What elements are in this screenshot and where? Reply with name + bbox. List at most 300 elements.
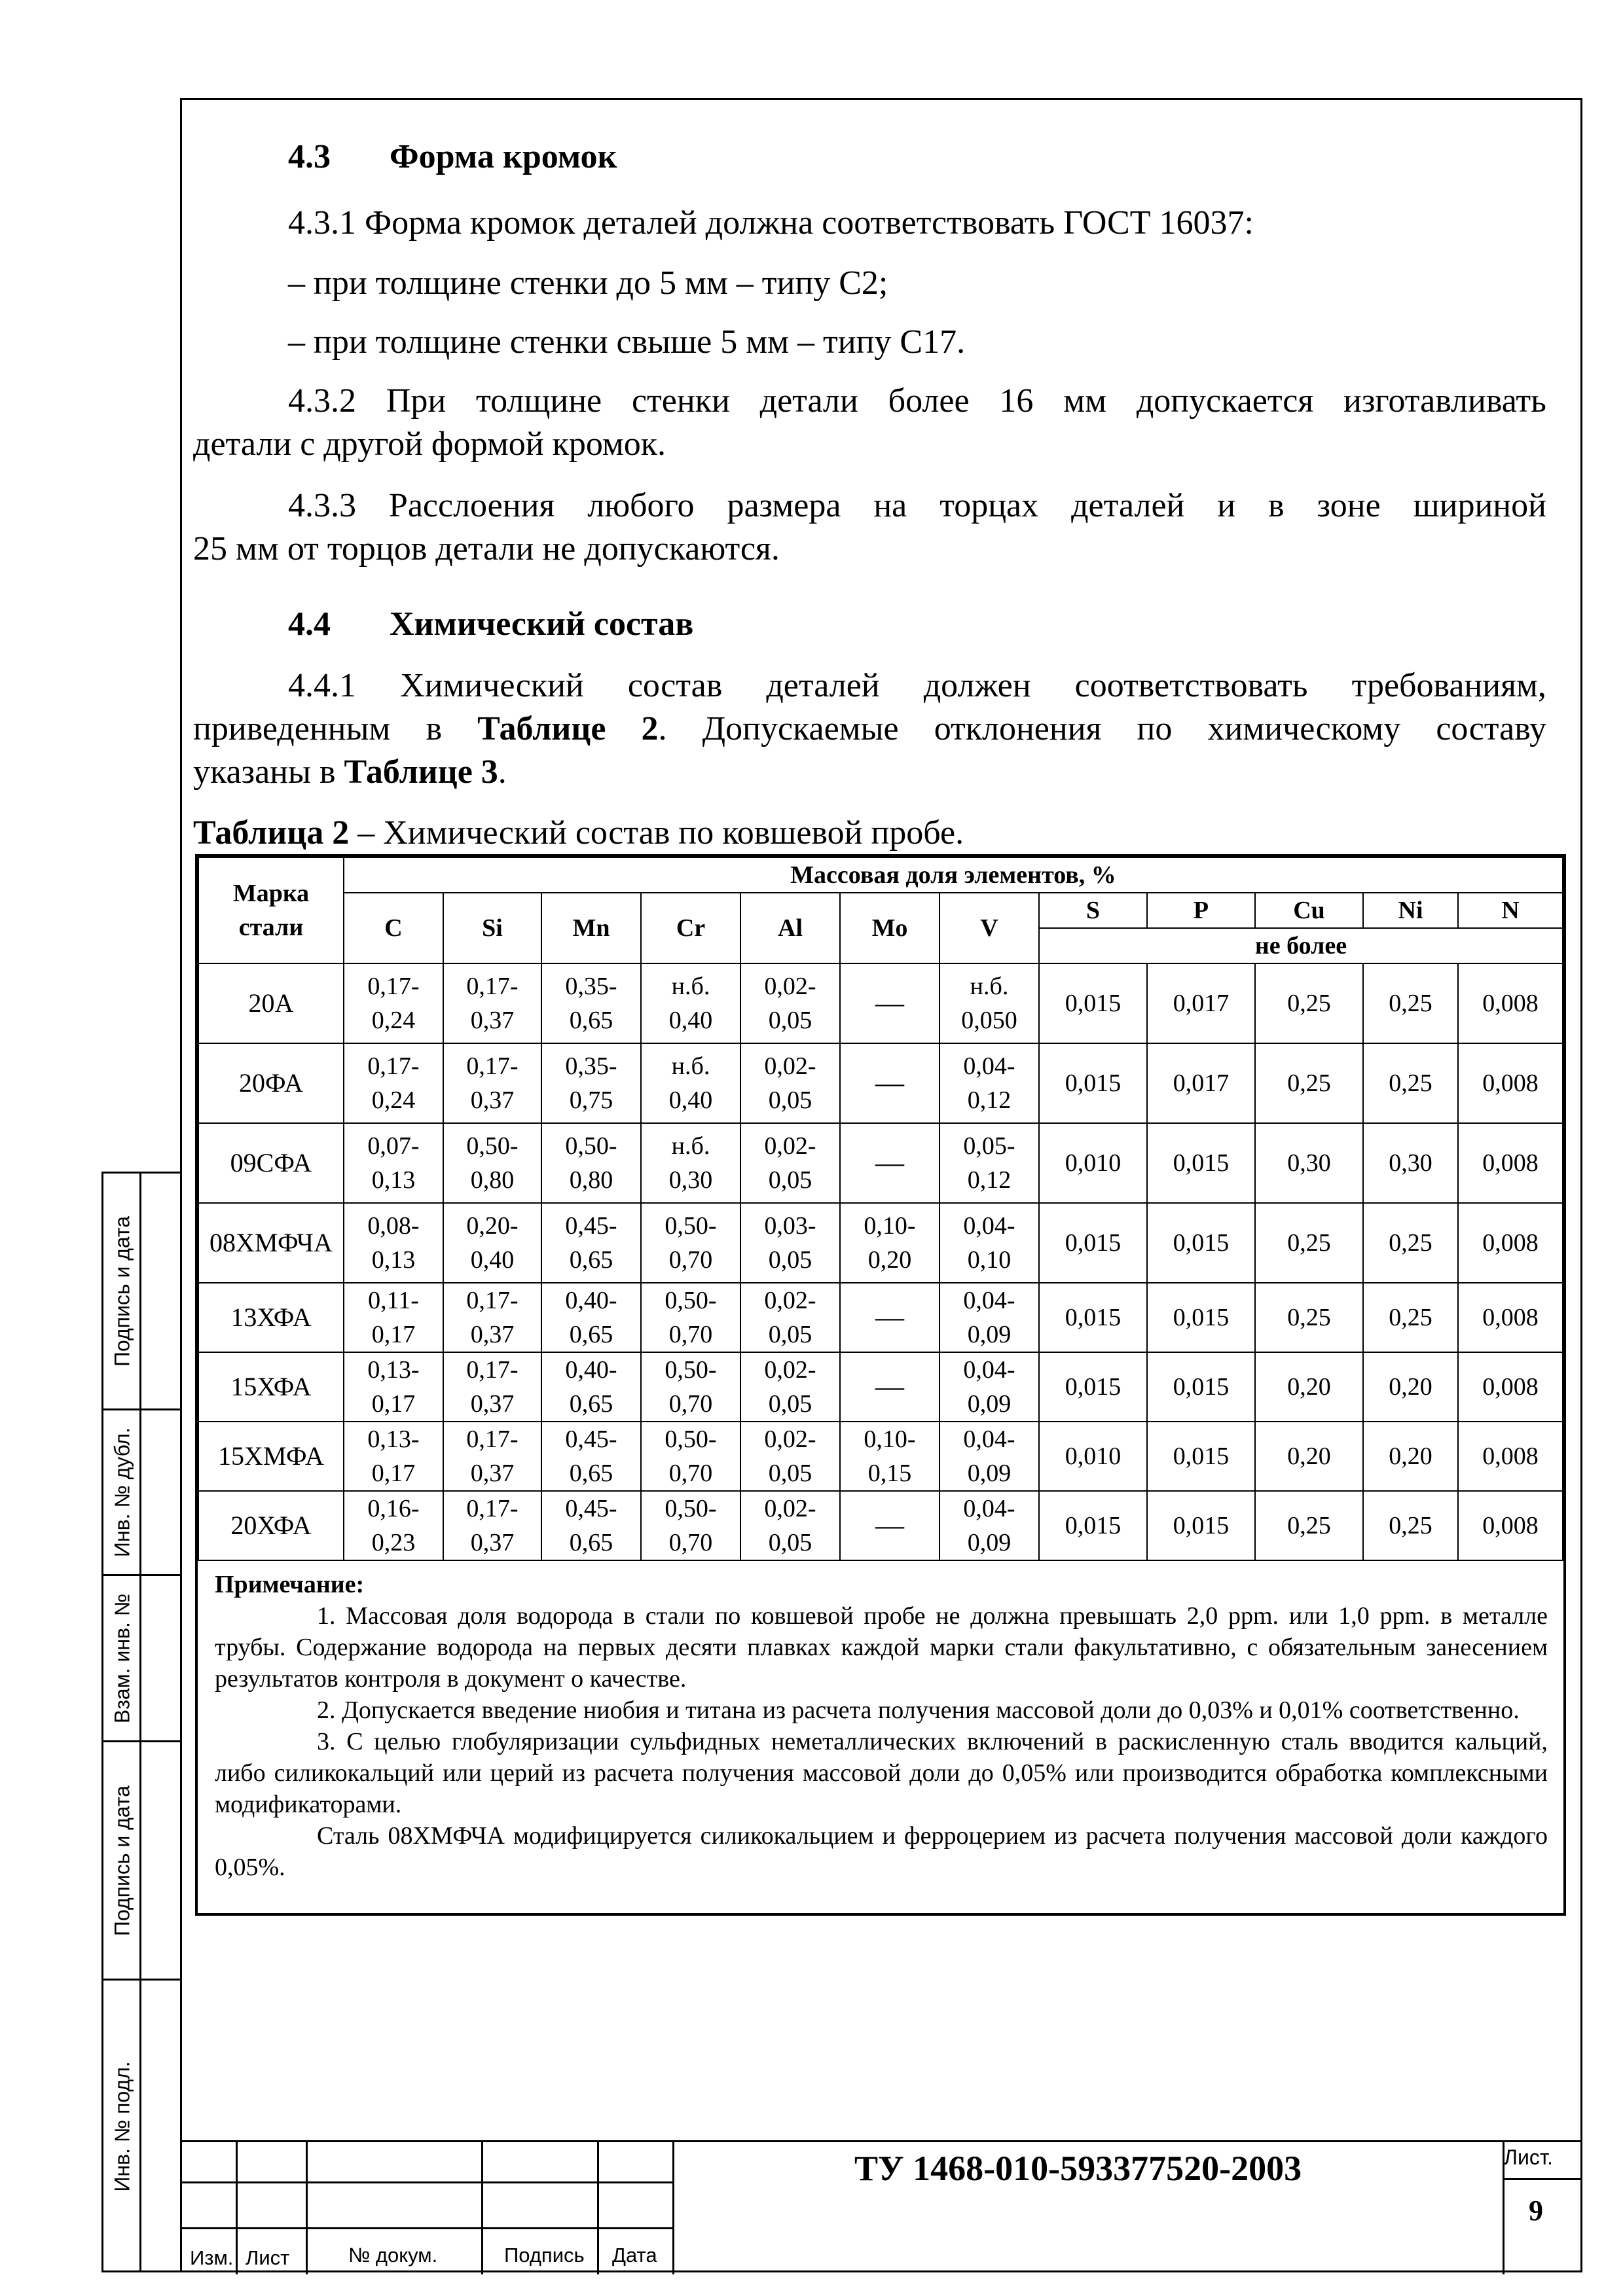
- cell-cu: 0,30: [1255, 1123, 1363, 1203]
- cell-c: [344, 1283, 443, 1352]
- cell-n: 0,008: [1458, 1422, 1563, 1491]
- word: на: [873, 487, 907, 524]
- cell-value: 0,37: [470, 1086, 515, 1114]
- word: деталей: [766, 667, 880, 704]
- header-grade: [198, 857, 344, 963]
- header-grade-label: Марка стали: [232, 880, 310, 941]
- cell-cu: 0,20: [1255, 1352, 1363, 1422]
- cell-grade: 15ХМФА: [198, 1422, 344, 1491]
- cell-cr: [641, 1352, 740, 1422]
- cell-v: [939, 963, 1039, 1043]
- cell-s: 0,015: [1039, 1203, 1147, 1283]
- header-element-al: Al: [740, 893, 840, 963]
- cell-value: 0,70: [668, 1529, 713, 1556]
- cell-value: 0,17-: [466, 1287, 519, 1314]
- cell-mn: [541, 1422, 641, 1491]
- table-row: [198, 1203, 1563, 1283]
- binding-stamp: [101, 1172, 180, 2272]
- cell-cu: 0,25: [1255, 1203, 1363, 1283]
- sheet-label: Лист.: [1504, 2145, 1553, 2169]
- cell-n: 0,008: [1458, 1352, 1563, 1422]
- cell-c: [344, 1352, 443, 1422]
- cell-value: н.б.: [671, 1132, 710, 1160]
- cell-value: 0,23: [371, 1529, 416, 1556]
- word: и: [1217, 487, 1236, 524]
- cell-value: 0,13-: [367, 1356, 420, 1384]
- cell-value: 0,12: [967, 1086, 1012, 1114]
- stamp-label: Взам. инв. №: [110, 1593, 134, 1723]
- header-element-v: V: [939, 893, 1039, 963]
- cell-value: 0,50-: [665, 1495, 717, 1522]
- word: толщине: [476, 382, 602, 420]
- header-element-ni: Ni: [1363, 893, 1458, 928]
- cell-al: [740, 1352, 840, 1422]
- cell-v: [939, 1043, 1039, 1123]
- cell-cr: [641, 1123, 740, 1203]
- cell-value: 0,08-: [367, 1212, 420, 1240]
- cell-value: —: [875, 1067, 904, 1099]
- word: 4.3.2: [288, 382, 356, 420]
- cell-value: 0,04-: [963, 1426, 1015, 1453]
- cell-value: 0,02-: [764, 1356, 816, 1384]
- cell-si: [443, 1491, 541, 1560]
- cell-grade: 20ХФА: [198, 1491, 344, 1560]
- cell-value: 0,65: [569, 1246, 613, 1274]
- word: 4.3.3: [288, 487, 356, 524]
- word: соответствовать: [1074, 667, 1308, 704]
- cell-si: [443, 1043, 541, 1123]
- paragraph-4-3-2-line1: [288, 380, 1546, 423]
- cell-value: 0,40-: [565, 1356, 617, 1384]
- col-label-doc-number: № докум.: [348, 2244, 438, 2267]
- chemical-composition-table: [195, 854, 1566, 1916]
- cell-n: 0,008: [1458, 1283, 1563, 1352]
- col-label-signature: Подпись: [504, 2244, 585, 2267]
- note-3: 3. С целью глобуляризации сульфидных неметаллических включений в раскисленную сталь вводится кальций, либо силикокальций или церий из расчета получения массовой доли до 0,05% или производится обработка комплексными модификаторами.: [215, 1728, 1548, 1818]
- cell-v: [939, 1123, 1039, 1203]
- cell-p: 0,015: [1147, 1123, 1255, 1203]
- cell-value: 0,24: [371, 1007, 416, 1034]
- cell-ni: 0,25: [1363, 1043, 1458, 1123]
- cell-value: 0,35-: [565, 1052, 617, 1080]
- cell-ni: 0,25: [1363, 963, 1458, 1043]
- stamp-cell-replace-inv: [103, 1576, 180, 1742]
- cell-value: 0,20: [867, 1246, 912, 1274]
- cell-p: 0,015: [1147, 1422, 1255, 1491]
- cell-s: 0,015: [1039, 963, 1147, 1043]
- cell-value: 0,050: [961, 1007, 1017, 1034]
- word: 16: [999, 382, 1034, 420]
- section-title: Форма кромок: [390, 138, 617, 175]
- cell-al: [740, 1283, 840, 1352]
- cell-grade: 09СФА: [198, 1123, 344, 1203]
- cell-value: 0,13-: [367, 1426, 420, 1453]
- cell-s: 0,010: [1039, 1123, 1147, 1203]
- word: При: [386, 382, 447, 420]
- cell-value: 0,05: [768, 1321, 812, 1348]
- cell-value: 0,17-: [367, 973, 420, 1000]
- bullet-item: – при толщине стенки до 5 мм – типу С2;: [288, 264, 888, 302]
- cell-value: 0,70: [668, 1321, 713, 1348]
- cell-value: 0,37: [470, 1460, 515, 1487]
- word: должен: [923, 667, 1031, 704]
- header-element-cr: Cr: [641, 893, 740, 963]
- paragraph-4-3-3-line2: 25 мм от торцов детали не допускаются.: [193, 530, 780, 567]
- cell-value: 0,02-: [764, 973, 816, 1000]
- cell-value: н.б.: [970, 973, 1009, 1000]
- cell-mo: [840, 963, 939, 1043]
- word: более: [888, 382, 970, 420]
- cell-p: 0,015: [1147, 1491, 1255, 1560]
- cell-v: [939, 1491, 1039, 1560]
- cell-grade: 20А: [198, 963, 344, 1043]
- table-row: [198, 1123, 1563, 1203]
- word: состав: [627, 667, 723, 704]
- header-element-s: S: [1039, 893, 1147, 928]
- cell-value: 0,65: [569, 1390, 613, 1418]
- cell-value: 0,05: [768, 1007, 812, 1034]
- cell-cr: [641, 1422, 740, 1491]
- cell-value: 0,37: [470, 1529, 515, 1556]
- cell-cu: 0,25: [1255, 1491, 1363, 1560]
- cell-value: 0,17-: [466, 1495, 519, 1522]
- cell-value: 0,45-: [565, 1495, 617, 1522]
- cell-value: 0,04-: [963, 1212, 1015, 1240]
- notes-title: Примечание:: [215, 1571, 365, 1598]
- cell-value: 0,80: [569, 1166, 613, 1194]
- cell-value: 0,65: [569, 1460, 613, 1487]
- text: . Допускаемые отклонения по химическому составу: [658, 710, 1546, 747]
- cell-ni: 0,25: [1363, 1283, 1458, 1352]
- cell-mo: [840, 1203, 939, 1283]
- cell-mn: [541, 1352, 641, 1422]
- section-heading-4-3: [288, 137, 617, 176]
- word: Химический: [400, 667, 584, 704]
- cell-value: 0,04-: [963, 1052, 1015, 1080]
- cell-value: 0,40-: [565, 1287, 617, 1314]
- cell-cu: 0,20: [1255, 1422, 1363, 1491]
- cell-value: 0,09: [967, 1390, 1012, 1418]
- cell-value: 0,17: [371, 1460, 416, 1487]
- note-2: 2. Допускается введение ниобия и титана из расчета получения массовой доли до 0,03% и 0,01% соответственно.: [317, 1696, 1520, 1724]
- cell-mn: [541, 1123, 641, 1203]
- cell-al: [740, 1422, 840, 1491]
- sheet-number: 9: [1529, 2195, 1543, 2227]
- paragraph-4-3-1: 4.3.1 Форма кромок деталей должна соответствовать ГОСТ 16037:: [288, 204, 1254, 242]
- cell-al: [740, 1043, 840, 1123]
- cell-s: 0,015: [1039, 1043, 1147, 1123]
- cell-value: 0,70: [668, 1246, 713, 1274]
- table-ref: Таблице 2: [477, 710, 659, 747]
- cell-s: 0,015: [1039, 1352, 1147, 1422]
- cell-si: [443, 963, 541, 1043]
- cell-value: 0,04-: [963, 1495, 1015, 1522]
- cell-mo: [840, 1491, 939, 1560]
- section-number: 4.3: [288, 138, 331, 175]
- cell-value: 0,50-: [665, 1356, 717, 1384]
- cell-value: 0,05-: [963, 1132, 1015, 1160]
- cell-value: 0,50-: [665, 1287, 717, 1314]
- note-4: Сталь 08ХМФЧА модифицируется силикокальцием и ферроцерием из расчета получения массовой доли каждого 0,05%.: [215, 1822, 1548, 1881]
- cell-cu: 0,25: [1255, 963, 1363, 1043]
- cell-si: [443, 1123, 541, 1203]
- cell-ni: 0,20: [1363, 1352, 1458, 1422]
- word: 4.4.1: [288, 667, 356, 704]
- cell-value: 0,17-: [367, 1052, 420, 1080]
- header-element-n: N: [1458, 893, 1563, 928]
- word: мм: [1063, 382, 1107, 420]
- stamp-label: Инв. № дубл.: [110, 1427, 134, 1558]
- cell-value: 0,65: [569, 1529, 613, 1556]
- word: размера: [727, 487, 841, 524]
- word: шириной: [1413, 487, 1546, 524]
- header-element-mn: Mn: [541, 893, 641, 963]
- paragraph-4-3-3-line1: [288, 484, 1546, 528]
- document-code: ТУ 1468-010-593377520-2003: [854, 2149, 1302, 2188]
- cell-s: 0,015: [1039, 1491, 1147, 1560]
- header-element-c: C: [344, 893, 443, 963]
- cell-value: 0,17: [371, 1390, 416, 1418]
- cell-value: 0,40: [668, 1086, 713, 1114]
- stamp-cell-signature-date-2: [103, 1742, 180, 1981]
- cell-s: 0,010: [1039, 1422, 1147, 1491]
- cell-cr: [641, 1283, 740, 1352]
- cell-value: 0,10-: [864, 1212, 916, 1240]
- cell-value: 0,70: [668, 1390, 713, 1418]
- text: приведенным в: [193, 710, 443, 747]
- cell-value: 0,10-: [864, 1426, 916, 1453]
- word: зоне: [1317, 487, 1381, 524]
- cell-v: [939, 1203, 1039, 1283]
- cell-c: [344, 1203, 443, 1283]
- cell-cu: 0,25: [1255, 1043, 1363, 1123]
- cell-grade: 13ХФА: [198, 1283, 344, 1352]
- table-row: [198, 1043, 1563, 1123]
- cell-value: 0,15: [867, 1460, 912, 1487]
- word: стенки: [631, 382, 730, 420]
- stamp-label: Подпись и дата: [110, 1215, 134, 1367]
- cell-value: 0,70: [668, 1460, 713, 1487]
- cell-v: [939, 1352, 1039, 1422]
- cell-al: [740, 1123, 840, 1203]
- cell-value: 0,17: [371, 1321, 416, 1348]
- note-1: 1. Массовая доля водорода в стали по ковшевой пробе не должна превышать 2,0 ppm. или 1,0 ppm. в металле трубы. Содержание водорода на первых десяти плавках каждой марки стали факультативно, с обязательным занесением результатов контроля в документ о качестве.: [215, 1602, 1548, 1693]
- header-element-si: Si: [443, 893, 541, 963]
- cell-value: 0,50-: [665, 1426, 717, 1453]
- cell-cr: [641, 963, 740, 1043]
- word: любого: [587, 487, 695, 524]
- header-element-mo: Mo: [840, 893, 939, 963]
- table-row: [198, 1491, 1563, 1560]
- cell-value: 0,05: [768, 1086, 812, 1114]
- cell-mo: [840, 1352, 939, 1422]
- cell-grade: 08ХМФЧА: [198, 1203, 344, 1283]
- cell-value: 0,11-: [368, 1287, 419, 1314]
- cell-value: 0,02-: [764, 1052, 816, 1080]
- cell-al: [740, 1491, 840, 1560]
- table-ref: Таблице 3: [344, 753, 498, 791]
- cell-n: 0,008: [1458, 1491, 1563, 1560]
- cell-c: [344, 1491, 443, 1560]
- paragraph-4-4-1-line2: [193, 708, 1546, 751]
- cell-value: 0,13: [371, 1166, 416, 1194]
- cell-mn: [541, 1283, 641, 1352]
- cell-value: 0,02-: [764, 1426, 816, 1453]
- cell-cr: [641, 1043, 740, 1123]
- table-notes: [198, 1561, 1563, 1890]
- cell-value: 0,37: [470, 1007, 515, 1034]
- cell-value: 0,17-: [466, 973, 519, 1000]
- text: указаны в: [193, 753, 336, 791]
- cell-value: 0,45-: [565, 1212, 617, 1240]
- cell-value: 0,07-: [367, 1132, 420, 1160]
- cell-value: 0,50-: [565, 1132, 617, 1160]
- section-number: 4.4: [288, 605, 331, 643]
- cell-value: 0,05: [768, 1390, 812, 1418]
- cell-cu: 0,25: [1255, 1283, 1363, 1352]
- section-title: Химический состав: [390, 605, 694, 643]
- cell-cr: [641, 1203, 740, 1283]
- section-heading-4-4: [288, 605, 693, 643]
- stamp-label: Инв. № подл.: [110, 2061, 134, 2192]
- cell-c: [344, 963, 443, 1043]
- cell-value: —: [875, 1371, 904, 1403]
- cell-value: 0,37: [470, 1390, 515, 1418]
- cell-value: 0,02-: [764, 1495, 816, 1522]
- cell-si: [443, 1422, 541, 1491]
- cell-value: 0,05: [768, 1529, 812, 1556]
- cell-mo: [840, 1043, 939, 1123]
- cell-value: 0,03-: [764, 1212, 816, 1240]
- paragraph-4-4-1-line1: [288, 664, 1546, 708]
- cell-al: [740, 1203, 840, 1283]
- col-label-sheet: Лист: [246, 2246, 290, 2269]
- cell-value: 0,04-: [963, 1287, 1015, 1314]
- cell-ni: 0,20: [1363, 1422, 1458, 1491]
- header-mass-fraction: Массовая доля элементов, %: [344, 857, 1563, 893]
- cell-value: 0,30: [668, 1166, 713, 1194]
- cell-cr: [641, 1491, 740, 1560]
- cell-value: 0,17-: [466, 1356, 519, 1384]
- table-caption: [193, 812, 964, 855]
- cell-value: 0,02-: [764, 1287, 816, 1314]
- header-not-more: не более: [1039, 928, 1563, 963]
- cell-n: 0,008: [1458, 1043, 1563, 1123]
- cell-si: [443, 1203, 541, 1283]
- cell-value: 0,37: [470, 1321, 515, 1348]
- cell-n: 0,008: [1458, 963, 1563, 1043]
- word: изготавливать: [1343, 382, 1546, 420]
- table-row: [198, 1283, 1563, 1352]
- cell-value: 0,40: [470, 1246, 515, 1274]
- word: допускается: [1136, 382, 1314, 420]
- cell-s: 0,015: [1039, 1283, 1147, 1352]
- cell-value: —: [875, 987, 904, 1019]
- cell-grade: 15ХФА: [198, 1352, 344, 1422]
- cell-value: —: [875, 1147, 904, 1179]
- cell-value: 0,02-: [764, 1132, 816, 1160]
- word: в: [1268, 487, 1285, 524]
- cell-value: 0,24: [371, 1086, 416, 1114]
- cell-mn: [541, 1043, 641, 1123]
- cell-c: [344, 1043, 443, 1123]
- cell-value: —: [875, 1509, 904, 1541]
- caption-label: Таблица 2: [193, 814, 350, 852]
- stamp-cell-signature-date-1: [103, 1174, 180, 1410]
- cell-value: 0,10: [967, 1246, 1012, 1274]
- cell-mn: [541, 963, 641, 1043]
- paragraph-4-3-2-line2: детали с другой формой кромок.: [193, 425, 666, 463]
- cell-mo: [840, 1422, 939, 1491]
- word: детали: [759, 382, 858, 420]
- cell-value: 0,09: [967, 1460, 1012, 1487]
- cell-c: [344, 1123, 443, 1203]
- cell-mn: [541, 1203, 641, 1283]
- cell-p: 0,015: [1147, 1283, 1255, 1352]
- table-row: [198, 1422, 1563, 1491]
- cell-value: 0,09: [967, 1529, 1012, 1556]
- cell-value: 0,50-: [466, 1132, 519, 1160]
- col-label-change: Изм.: [190, 2246, 234, 2269]
- cell-n: 0,008: [1458, 1203, 1563, 1283]
- cell-ni: 0,30: [1363, 1123, 1458, 1203]
- cell-value: 0,05: [768, 1460, 812, 1487]
- cell-p: 0,015: [1147, 1352, 1255, 1422]
- word: деталей: [1071, 487, 1185, 524]
- table-row: [198, 1352, 1563, 1422]
- cell-n: 0,008: [1458, 1123, 1563, 1203]
- cell-value: 0,13: [371, 1246, 416, 1274]
- cell-value: 0,40: [668, 1007, 713, 1034]
- cell-value: 0,45-: [565, 1426, 617, 1453]
- cell-value: 0,05: [768, 1166, 812, 1194]
- cell-value: 0,17-: [466, 1426, 519, 1453]
- cell-value: 0,20-: [466, 1212, 519, 1240]
- stamp-label: Подпись и дата: [110, 1785, 134, 1936]
- caption-text: – Химический состав по ковшевой пробе.: [349, 814, 964, 852]
- col-label-date: Дата: [612, 2244, 657, 2267]
- cell-value: 0,09: [967, 1321, 1012, 1348]
- stamp-cell-dup-inv: [103, 1410, 180, 1576]
- word: требованиям,: [1351, 667, 1546, 704]
- paragraph-4-4-1-line3: [193, 751, 507, 794]
- cell-value: 0,05: [768, 1246, 812, 1274]
- cell-mn: [541, 1491, 641, 1560]
- cell-p: 0,017: [1147, 1043, 1255, 1123]
- cell-value: н.б.: [671, 973, 710, 1000]
- cell-mo: [840, 1283, 939, 1352]
- cell-p: 0,017: [1147, 963, 1255, 1043]
- cell-c: [344, 1422, 443, 1491]
- bullet-item: – при толщине стенки свыше 5 мм – типу С17.: [288, 323, 966, 361]
- cell-value: 0,16-: [367, 1495, 420, 1522]
- word: Расслоения: [388, 487, 555, 524]
- cell-value: 0,04-: [963, 1356, 1015, 1384]
- cell-value: 0,12: [967, 1166, 1012, 1194]
- cell-value: —: [875, 1301, 904, 1333]
- cell-grade: 20ФА: [198, 1043, 344, 1123]
- cell-v: [939, 1283, 1039, 1352]
- cell-value: 0,65: [569, 1007, 613, 1034]
- cell-p: 0,015: [1147, 1203, 1255, 1283]
- cell-value: 0,35-: [565, 973, 617, 1000]
- header-element-p: P: [1147, 893, 1255, 928]
- cell-al: [740, 963, 840, 1043]
- header-element-cu: Cu: [1255, 893, 1363, 928]
- cell-value: 0,75: [569, 1086, 613, 1114]
- cell-si: [443, 1283, 541, 1352]
- stamp-cell-orig-inv: [103, 1981, 180, 2272]
